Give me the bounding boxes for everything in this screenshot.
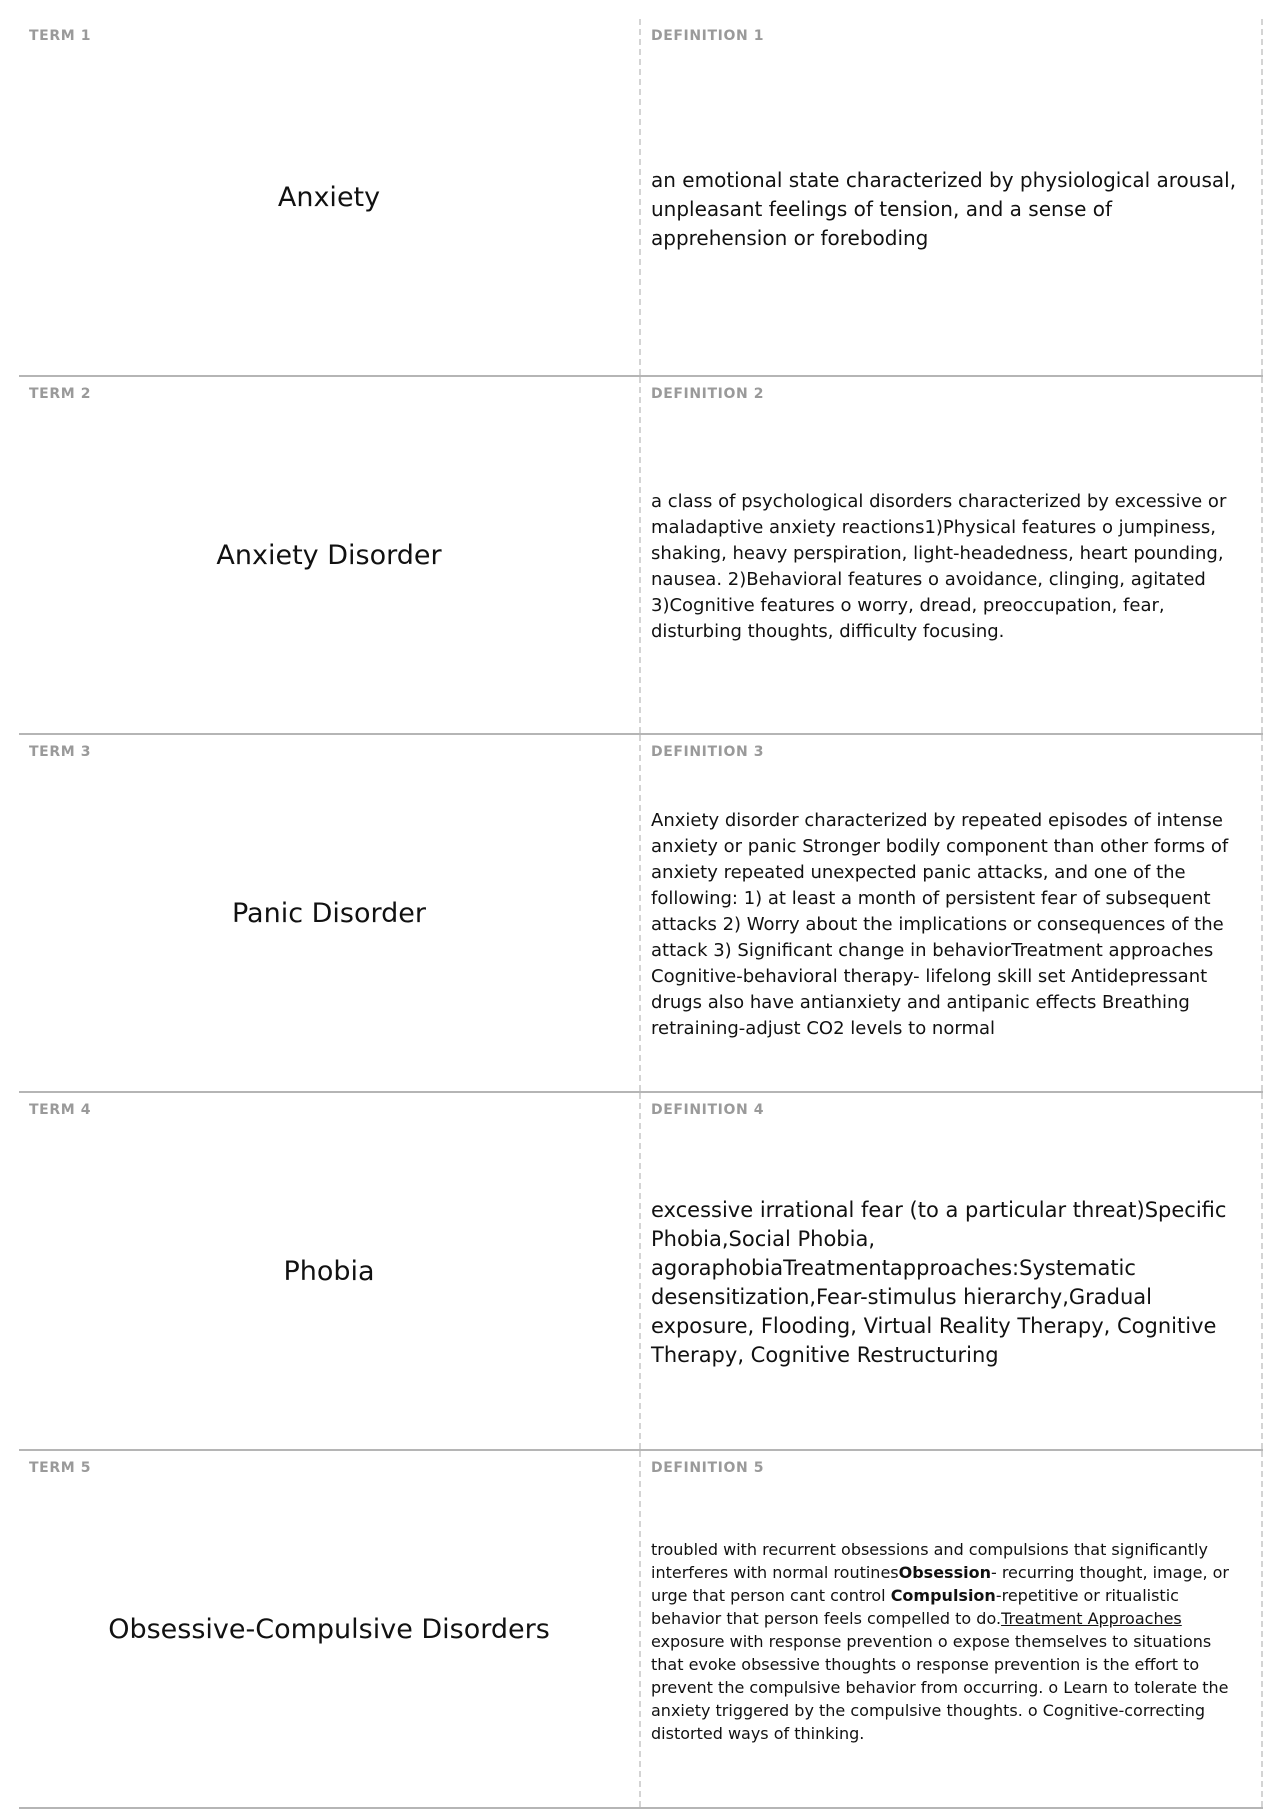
flashcard-4 bbox=[19, 1093, 1263, 1451]
definition-cell-2 bbox=[641, 377, 1263, 733]
definition-text bbox=[651, 769, 1245, 1081]
definition-label: DEFINITION 4 bbox=[651, 1102, 765, 1118]
flashcard-1 bbox=[19, 19, 1263, 377]
definition-body bbox=[651, 1538, 1245, 1745]
definition-segment: exposure with response prevention o expose themselves to situations that evoke obsessive thoughts o response prevention is the effort to prevent the compulsive behavior from occurring. o Learn to tolerate the anxiety triggered by the compulsive thoughts. o Cognitive-correcting distorted ways of thinking. bbox=[651, 1631, 1229, 1743]
term-cell-1 bbox=[19, 19, 641, 375]
flashcard-2 bbox=[19, 377, 1263, 735]
term-cell-2 bbox=[19, 377, 641, 733]
definition-label: DEFINITION 3 bbox=[651, 744, 765, 760]
definition-cell-1 bbox=[641, 19, 1263, 375]
definition-segment: - recurring thought, image, or urge that person cant control bbox=[651, 1562, 1229, 1605]
definition-cell-5 bbox=[641, 1451, 1263, 1807]
definition-segment: troubled with recurrent obsessions and compulsions that significantly interferes with normal routines bbox=[651, 1539, 1208, 1582]
definition-body: excessive irrational fear (to a particular threat)Specific Phobia,Social Phobia, agoraphobiaTreatmentapproaches:Systematic desensitization,Fear-stimulus hierarchy,Gradual exposure, Flooding, Virtual Reality Therapy, Cognitive Therapy, Cognitive Restructuring bbox=[651, 1198, 1227, 1367]
term-text: Anxiety Disorder bbox=[216, 539, 442, 571]
term-label: TERM 1 bbox=[29, 28, 92, 44]
compulsion-term: Compulsion bbox=[890, 1585, 996, 1605]
term-label: TERM 2 bbox=[29, 386, 92, 402]
definition-text bbox=[651, 1485, 1245, 1797]
definition-cell-3 bbox=[641, 735, 1263, 1091]
definition-body: a class of psychological disorders characterized by excessive or maladaptive anxiety reactions1)Physical features o jumpiness, shaking, heavy perspiration, light-headedness, heart pounding, nausea. 2)Behavioral features o avoidance, clinging, agitated 3)Cognitive features o worry, dread, preoccupation, fear, disturbing thoughts, difficulty focusing. bbox=[651, 491, 1227, 642]
term-text: Panic Disorder bbox=[231, 897, 426, 929]
definition-text bbox=[651, 411, 1245, 723]
flashcard-5 bbox=[19, 1451, 1263, 1809]
definition-label: DEFINITION 5 bbox=[651, 1460, 765, 1476]
definition-text bbox=[651, 53, 1245, 365]
definition-label: DEFINITION 2 bbox=[651, 386, 765, 402]
definition-text bbox=[651, 1127, 1245, 1439]
obsession-term: Obsession bbox=[898, 1562, 991, 1582]
definition-label: DEFINITION 1 bbox=[651, 28, 765, 44]
definition-body: an emotional state characterized by physiological arousal, unpleasant feelings of tension, and a sense of apprehension or foreboding bbox=[651, 167, 1237, 250]
treatment-approaches-heading: Treatment Approaches bbox=[1001, 1608, 1182, 1628]
term-label: TERM 5 bbox=[29, 1460, 92, 1476]
term-label: TERM 3 bbox=[29, 744, 92, 760]
flashcard-sheet bbox=[19, 19, 1263, 1809]
term-cell-4 bbox=[19, 1093, 641, 1449]
term-label: TERM 4 bbox=[29, 1102, 92, 1118]
definition-segment: -repetitive or ritualistic behavior that person feels compelled to do. bbox=[651, 1585, 1179, 1628]
term-text: Obsessive-Compulsive Disorders bbox=[108, 1613, 550, 1645]
term-cell-5 bbox=[19, 1451, 641, 1807]
term-cell-3 bbox=[19, 735, 641, 1091]
term-text: Anxiety bbox=[277, 181, 381, 213]
term-text: Phobia bbox=[283, 1255, 375, 1287]
flashcard-3 bbox=[19, 735, 1263, 1093]
definition-body: Anxiety disorder characterized by repeated episodes of intense anxiety or panic Stronger bodily component than other forms of anxiety repeated unexpected panic attacks, and one of the following: 1) at least a month of persistent fear of subsequent attacks 2) Worry about the implications or consequences of the attack 3) Significant change in behaviorTreatment approaches Cognitive-behavioral therapy- lifelong skill set Antidepressant drugs also have antianxiety and antipanic effects Breathing retraining-adjust CO2 levels to normal bbox=[651, 810, 1229, 1039]
definition-cell-4 bbox=[641, 1093, 1263, 1449]
